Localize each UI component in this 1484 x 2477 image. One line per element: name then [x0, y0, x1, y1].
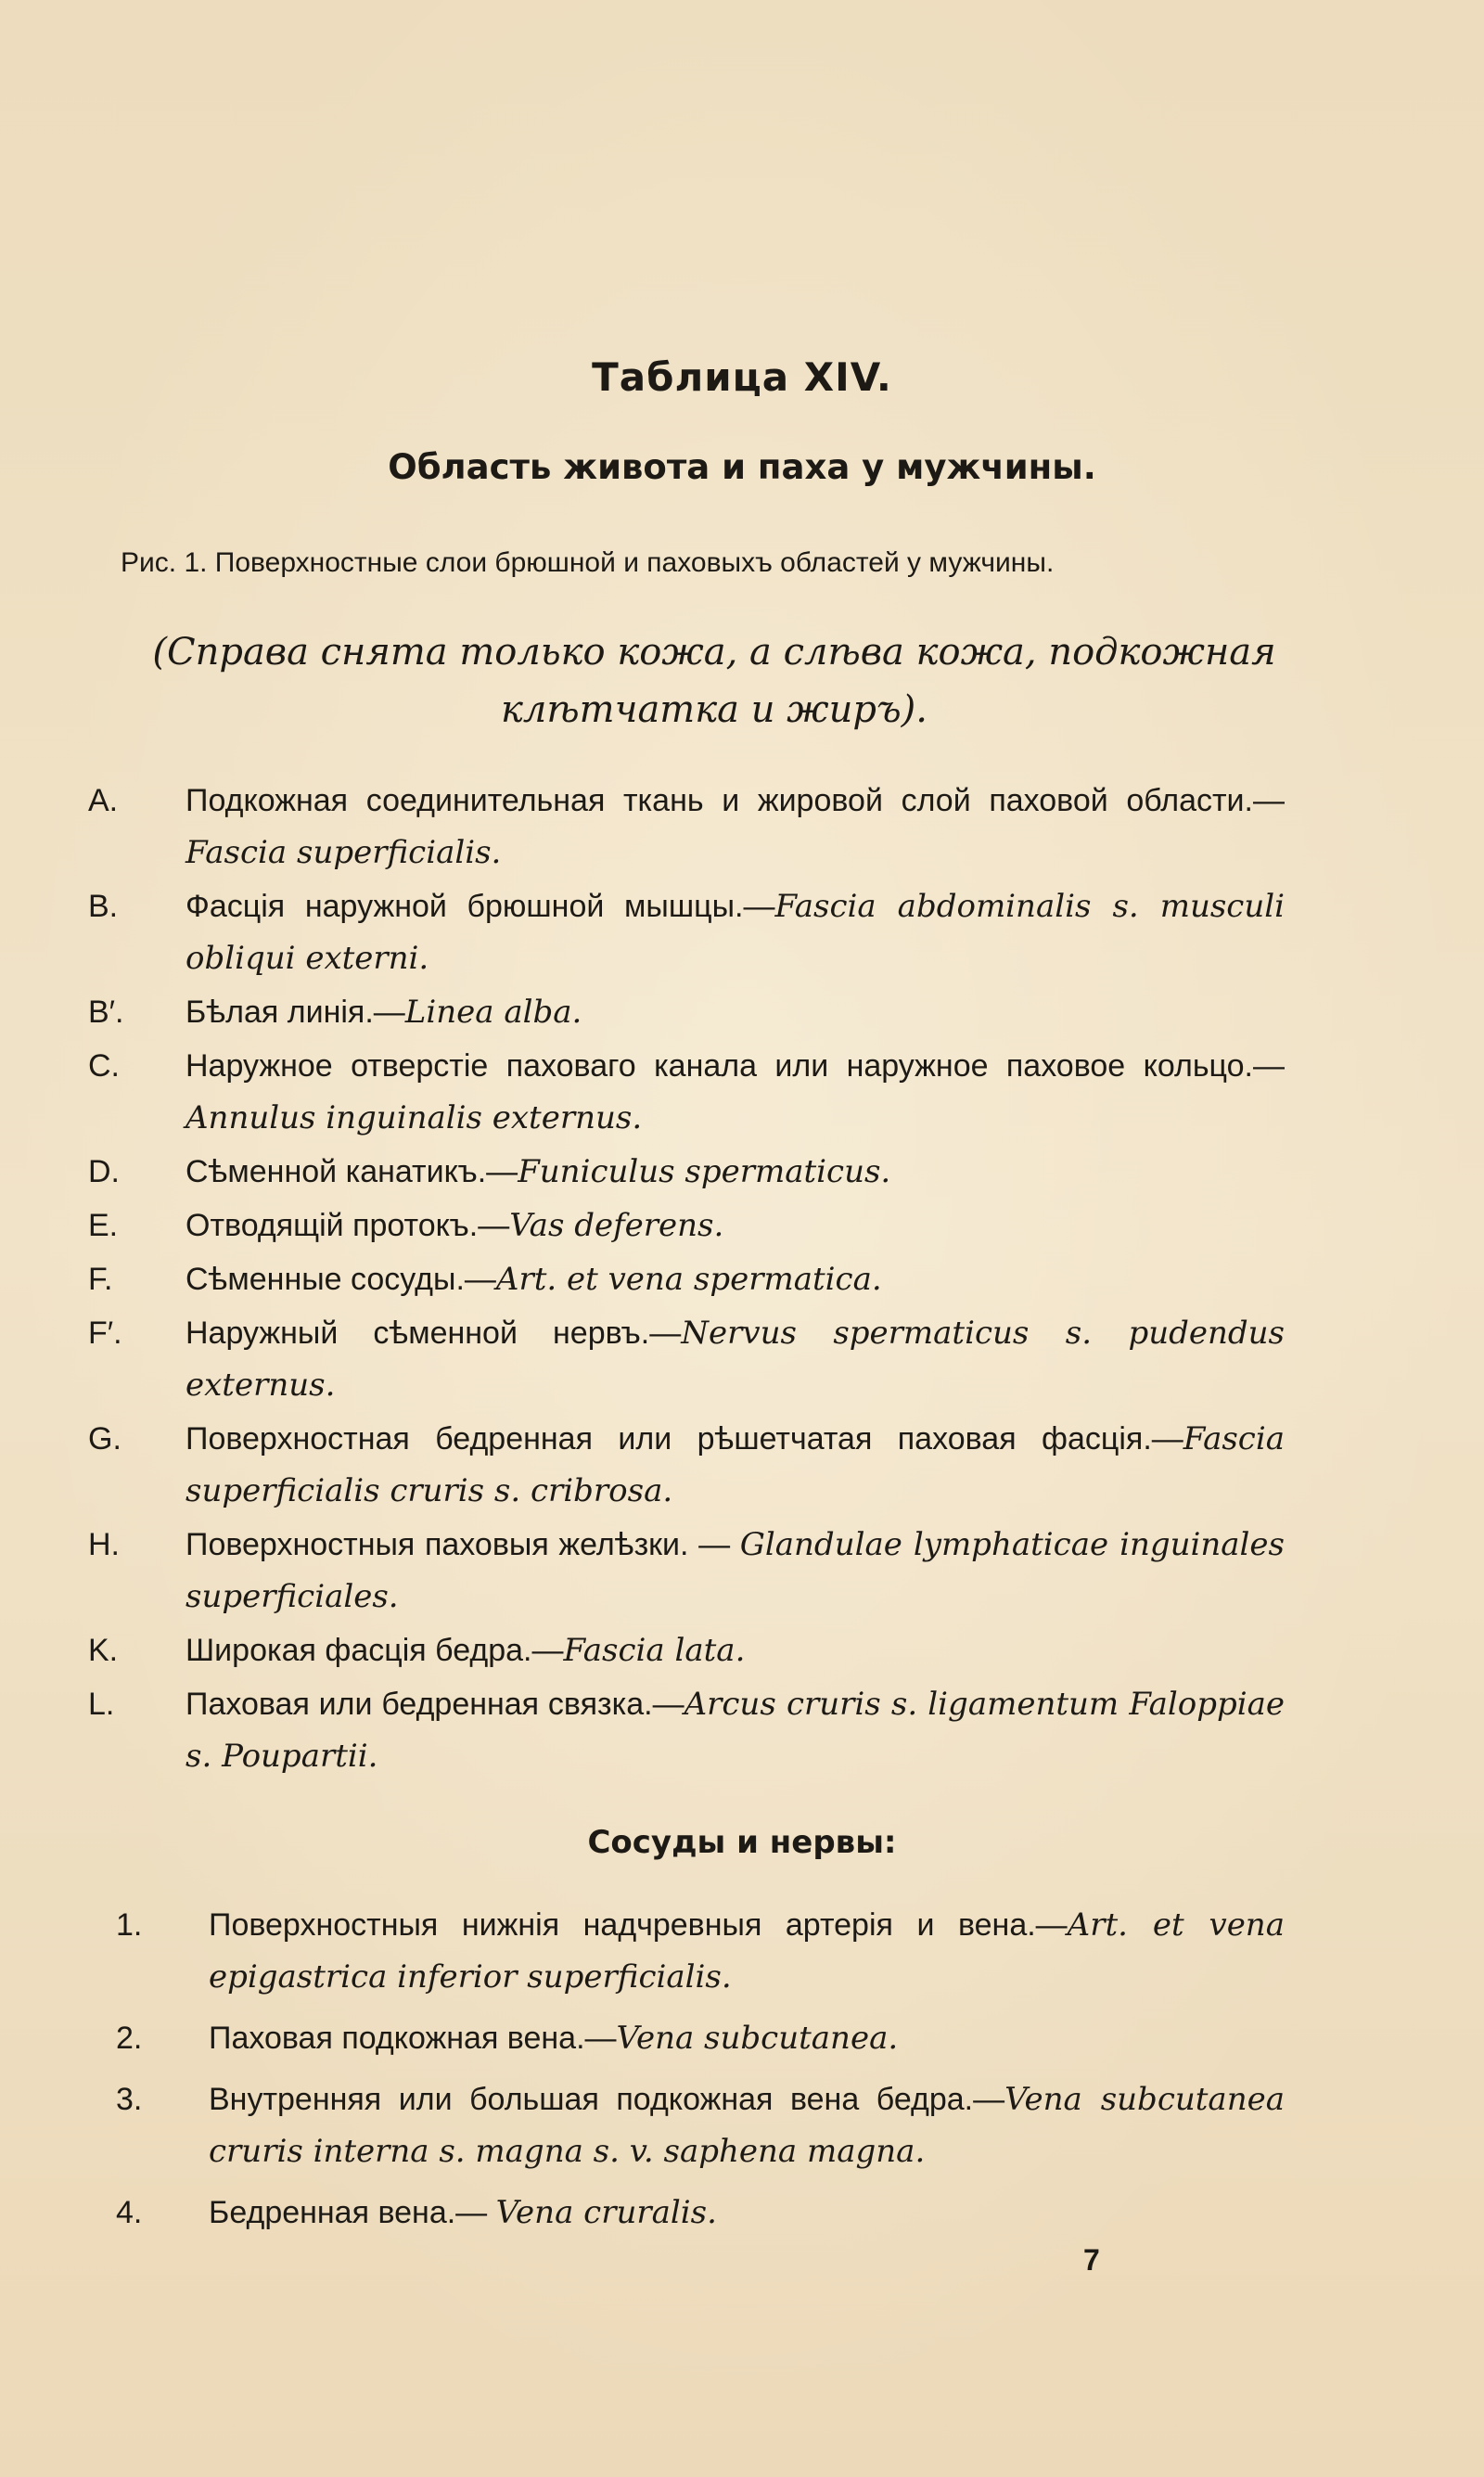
legend-latin: Nervus spermaticus s. pudendus externus.	[186, 1315, 1285, 1404]
legend-key: B′.	[88, 995, 124, 1030]
legend-latin: Fascia abdominalis s. musculi obliqui externi.	[186, 888, 1285, 977]
legend-latin: Fascia superficialis.	[186, 834, 502, 871]
legend-text: Наружный сѣменной нервъ.—	[186, 1316, 682, 1351]
legend-latin: Art. et vena spermatica.	[495, 1261, 882, 1298]
legend-body	[186, 1253, 1285, 1305]
page-subtitle: Область живота и паха у мужчины.	[388, 447, 1096, 487]
vessel-latin: Vena subcutanea.	[616, 2020, 899, 2057]
vessel-latin: Vena subcutanea cruris interna s. magna s. v. saphena magna.	[209, 2081, 1285, 2170]
page-number: 7	[1083, 2243, 1100, 2277]
figure-note: (Справа снята только кожа, а слѣва кожа, подкожная клѣтчатка и жиръ).	[152, 631, 1276, 731]
legend-body	[186, 1519, 1285, 1623]
vessel-key: 3.	[116, 2082, 143, 2117]
vessel-key: 2.	[116, 2021, 143, 2056]
legend-body	[186, 1624, 1285, 1676]
legend-key: F′.	[88, 1316, 122, 1351]
legend-body	[186, 1040, 1285, 1144]
legend-latin: Fascia superficialis cruris s. cribrosa.	[186, 1420, 1285, 1509]
legend-item	[88, 1146, 1285, 1198]
vessel-text: Паховая подкожная вена.—	[209, 2021, 617, 2056]
legend-text: Бѣлая линія.—	[186, 995, 405, 1030]
legend-latin: Linea alba.	[404, 994, 582, 1031]
legend-latin: Glandulae lymphaticae inguinales superficiales.	[186, 1526, 1285, 1615]
vessel-text: Внутренняя или большая подкожная вена бедра.—	[209, 2082, 1005, 2117]
legend-key: C.	[88, 1048, 120, 1084]
vessel-key: 1.	[116, 1907, 143, 1943]
legend-key: B.	[88, 889, 119, 924]
legend-key: K.	[88, 1633, 119, 1668]
legend-body	[186, 880, 1285, 984]
legend-text: Отводящій протокъ.—	[186, 1208, 510, 1243]
vessel-body	[209, 2012, 1285, 2064]
vessel-item	[88, 2012, 1285, 2064]
legend-body	[186, 1200, 1285, 1251]
legend-item	[88, 1519, 1285, 1623]
legend-key: L.	[88, 1687, 115, 1722]
legend-body	[186, 1413, 1285, 1517]
legend-item	[88, 1678, 1285, 1782]
legend-key: A.	[88, 783, 119, 818]
legend-body	[186, 986, 1285, 1038]
legend-item	[88, 880, 1285, 984]
legend-text: Фасція наружной брюшной мышцы.—	[186, 889, 775, 924]
legend-latin: Fascia lata.	[563, 1632, 746, 1669]
vessel-latin: Art. et vena epigastrica inferior superficialis.	[209, 1906, 1285, 1996]
legend-key: H.	[88, 1527, 120, 1562]
vessel-body	[209, 1899, 1285, 2003]
legend-body	[186, 1307, 1285, 1411]
legend-item	[88, 1413, 1285, 1517]
legend-key: D.	[88, 1154, 120, 1189]
legend-key: F.	[88, 1262, 113, 1297]
legend-item	[88, 1200, 1285, 1251]
legend-list	[88, 775, 1285, 1784]
legend-latin: Funiculus spermaticus.	[518, 1153, 891, 1190]
legend-text: Поверхностныя паховыя желѣзки. —	[186, 1527, 740, 1562]
vessel-item	[88, 2187, 1285, 2239]
legend-latin: Annulus inguinalis externus.	[186, 1099, 643, 1136]
vessel-item	[88, 1899, 1285, 2003]
vessel-item	[88, 2073, 1285, 2177]
vessel-text: Поверхностныя нижнія надчревныя артерія и вена.—	[209, 1907, 1068, 1943]
legend-body	[186, 775, 1285, 879]
legend-key: E.	[88, 1208, 119, 1243]
legend-item	[88, 1253, 1285, 1305]
legend-item	[88, 1307, 1285, 1411]
legend-item	[88, 986, 1285, 1038]
legend-body	[186, 1678, 1285, 1782]
legend-text: Подкожная соединительная ткань и жировой слой паховой области.—	[186, 783, 1285, 818]
legend-item	[88, 775, 1285, 879]
legend-text: Сѣменной канатикъ.—	[186, 1154, 518, 1189]
legend-item	[88, 1624, 1285, 1676]
legend-item	[88, 1040, 1285, 1144]
legend-text: Сѣменные сосуды.—	[186, 1262, 496, 1297]
legend-latin: Arcus cruris s. ligamentum Faloppiae s. Poupartii.	[186, 1686, 1286, 1775]
figure-caption: Рис. 1. Поверхностные слои брюшной и паховыхъ областей у мужчины.	[121, 547, 1055, 578]
vessel-body	[209, 2073, 1285, 2177]
vessel-key: 4.	[116, 2195, 143, 2230]
legend-text: Паховая или бедренная связка.—	[186, 1687, 684, 1722]
vessels-heading: Сосуды и нервы:	[587, 1824, 897, 1861]
page-title: Таблица XIV.	[592, 354, 892, 400]
vessel-body	[209, 2187, 1285, 2239]
legend-text: Наружное отверстіе паховаго канала или наружное паховое кольцо.—	[186, 1048, 1285, 1084]
legend-key: G.	[88, 1421, 122, 1457]
legend-text: Поверхностная бедренная или рѣшетчатая паховая фасція.—	[186, 1421, 1183, 1457]
legend-latin: Vas deferens.	[509, 1207, 724, 1244]
vessel-latin: Vena cruralis.	[495, 2194, 717, 2231]
vessels-list	[88, 1899, 1285, 2248]
vessel-text: Бедренная вена.—	[209, 2195, 496, 2230]
legend-body	[186, 1146, 1285, 1198]
legend-text: Широкая фасція бедра.—	[186, 1633, 564, 1668]
